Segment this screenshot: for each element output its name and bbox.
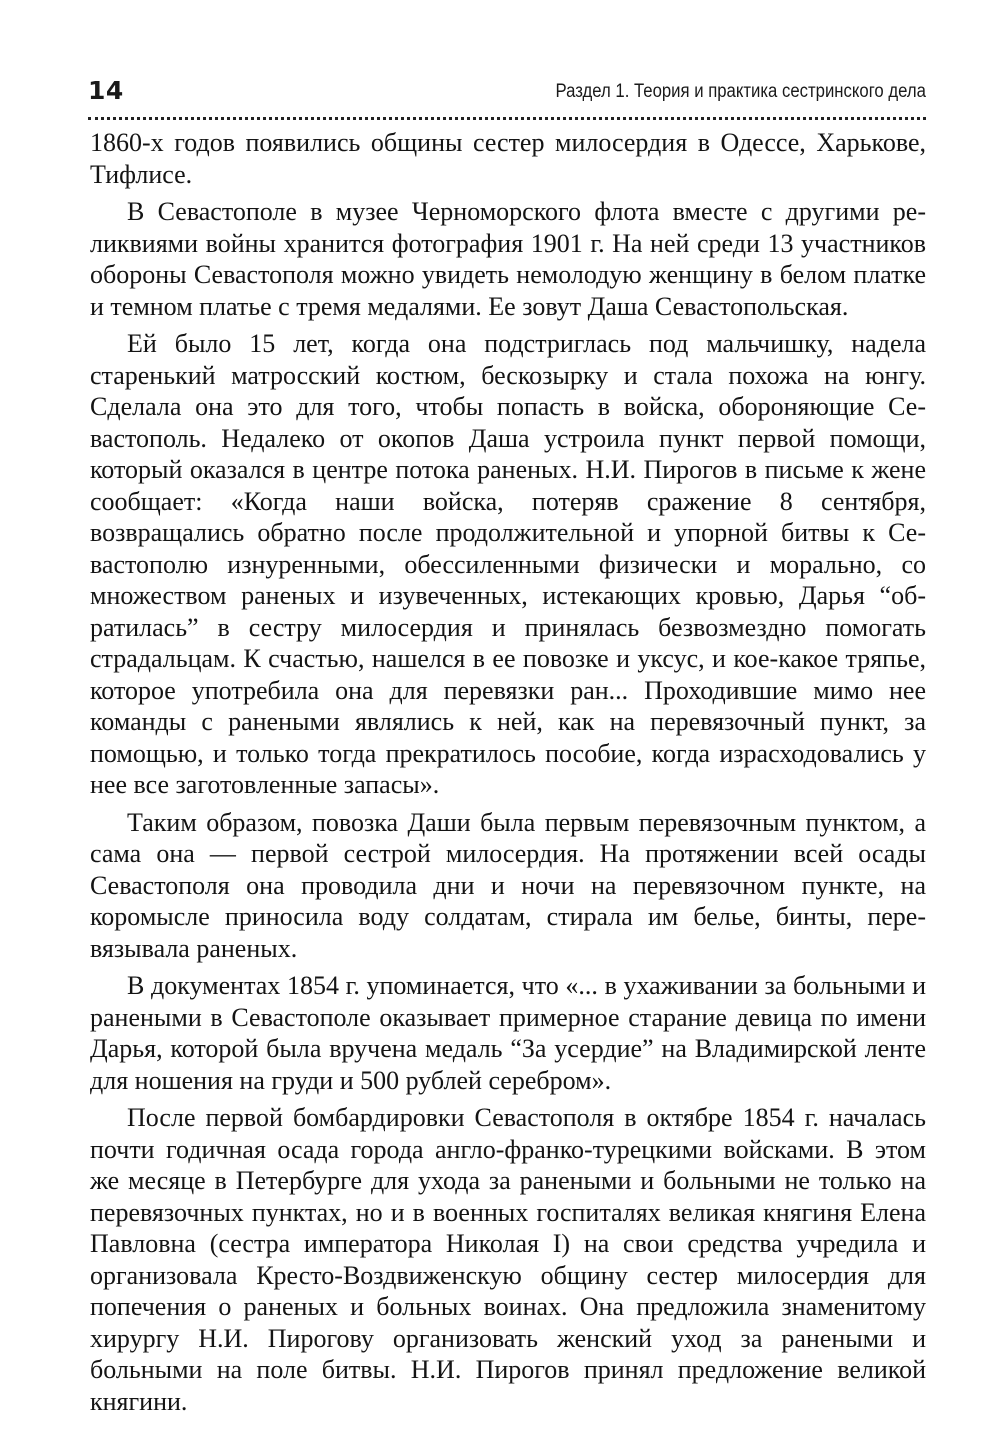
page-header (88, 72, 926, 112)
paragraph-6: После первой бомбардировки Севастополя в октябре 1854 г. началась почти годичная осада города англо-франко-турецкими войсками. В этом же месяце в Петербурге для ухода за ранеными и больными не только на перевязочных пунктах, но и в военных госпиталях великая княгиня Елена Павловна (сестра императора Николая I) на свои средства учредила и организовала Кресто-Воздвиженскую общину сестер милосердия для попечения о раненых и больных воинах. Она предложила знаменитому хирургу Н.И. Пирогову организовать женский уход за ранеными и больными на поле битвы. Н.И. Пирогов принял предложение великой княгини. (90, 1103, 926, 1416)
running-head: Раздел 1. Теория и практика сестринского дела (555, 81, 926, 102)
paragraph-2: В Севастополе в музее Черноморского флота вместе с другими реликвиями войны хранится фотография 1901 г. На ней среди 13 участников обороны Севастополя можно увидеть немолодую женщину в белом платке и темном платье с тремя медалями. Ее зовут Даша Севастопольская. (90, 197, 926, 321)
paragraph-4: Таким образом, повозка Даши была первым перевязочным пунктом, а сама она — первой сестрой милосердия. На протяжении всей осады Севастополя она проводила дни и ночи на перевязочном пункте, на коромысле приносила воду солдатам, стирала им белье, бинты, перевязывала раненых. (90, 807, 926, 963)
paragraph-1: 1860-х годов появились общины сестер милосердия в Одессе, Харькове, Тифлисе. (90, 128, 926, 189)
paragraph-5: В документах 1854 г. упоминается, что «... в ухаживании за больными и ранеными в Севастополе оказывает примерное старание девица по имени Дарья, которой была вручена медаль “За усердие” на Владимирской ленте для ношения на груди и 500 рублей серебром». (90, 971, 926, 1095)
body-text (90, 127, 926, 1423)
page-number: 14 (88, 76, 124, 105)
header-dotted-rule (88, 117, 926, 120)
paragraph-3: Ей было 15 лет, когда она подстриглась под мальчишку, надела старенький матросский костюм, бескозырку и стала похожа на юнгу. Сделала она это для того, чтобы попасть в войска, обороняющие Севастополь. Недалеко от окопов Даша устроила пункт первой помощи, который оказался в центре потока раненых. Н.И. Пирогов в письме к жене сообщает: «Когда наши войска, потеряв сражение 8 сентября, возвращались обратно после продолжительной и упорной битвы к Севастополю изнуренными, обессиленными физически и морально, со множеством раненых и изувеченных, истекающих кровью, Дарья “обратилась” в сестру милосердия и принялась безвозмездно помогать страдальцам. К счастью, нашелся в ее повозке и уксус, и кое-какое тряпье, которое употребила она для перевязки ран... Проходившие мимо нее команды с ранеными являлись к ней, как на перевязочный пункт, за помощью, и только тогда прекратилось пособие, когда израсходовались у нее все заготовленные запасы». (90, 329, 926, 799)
